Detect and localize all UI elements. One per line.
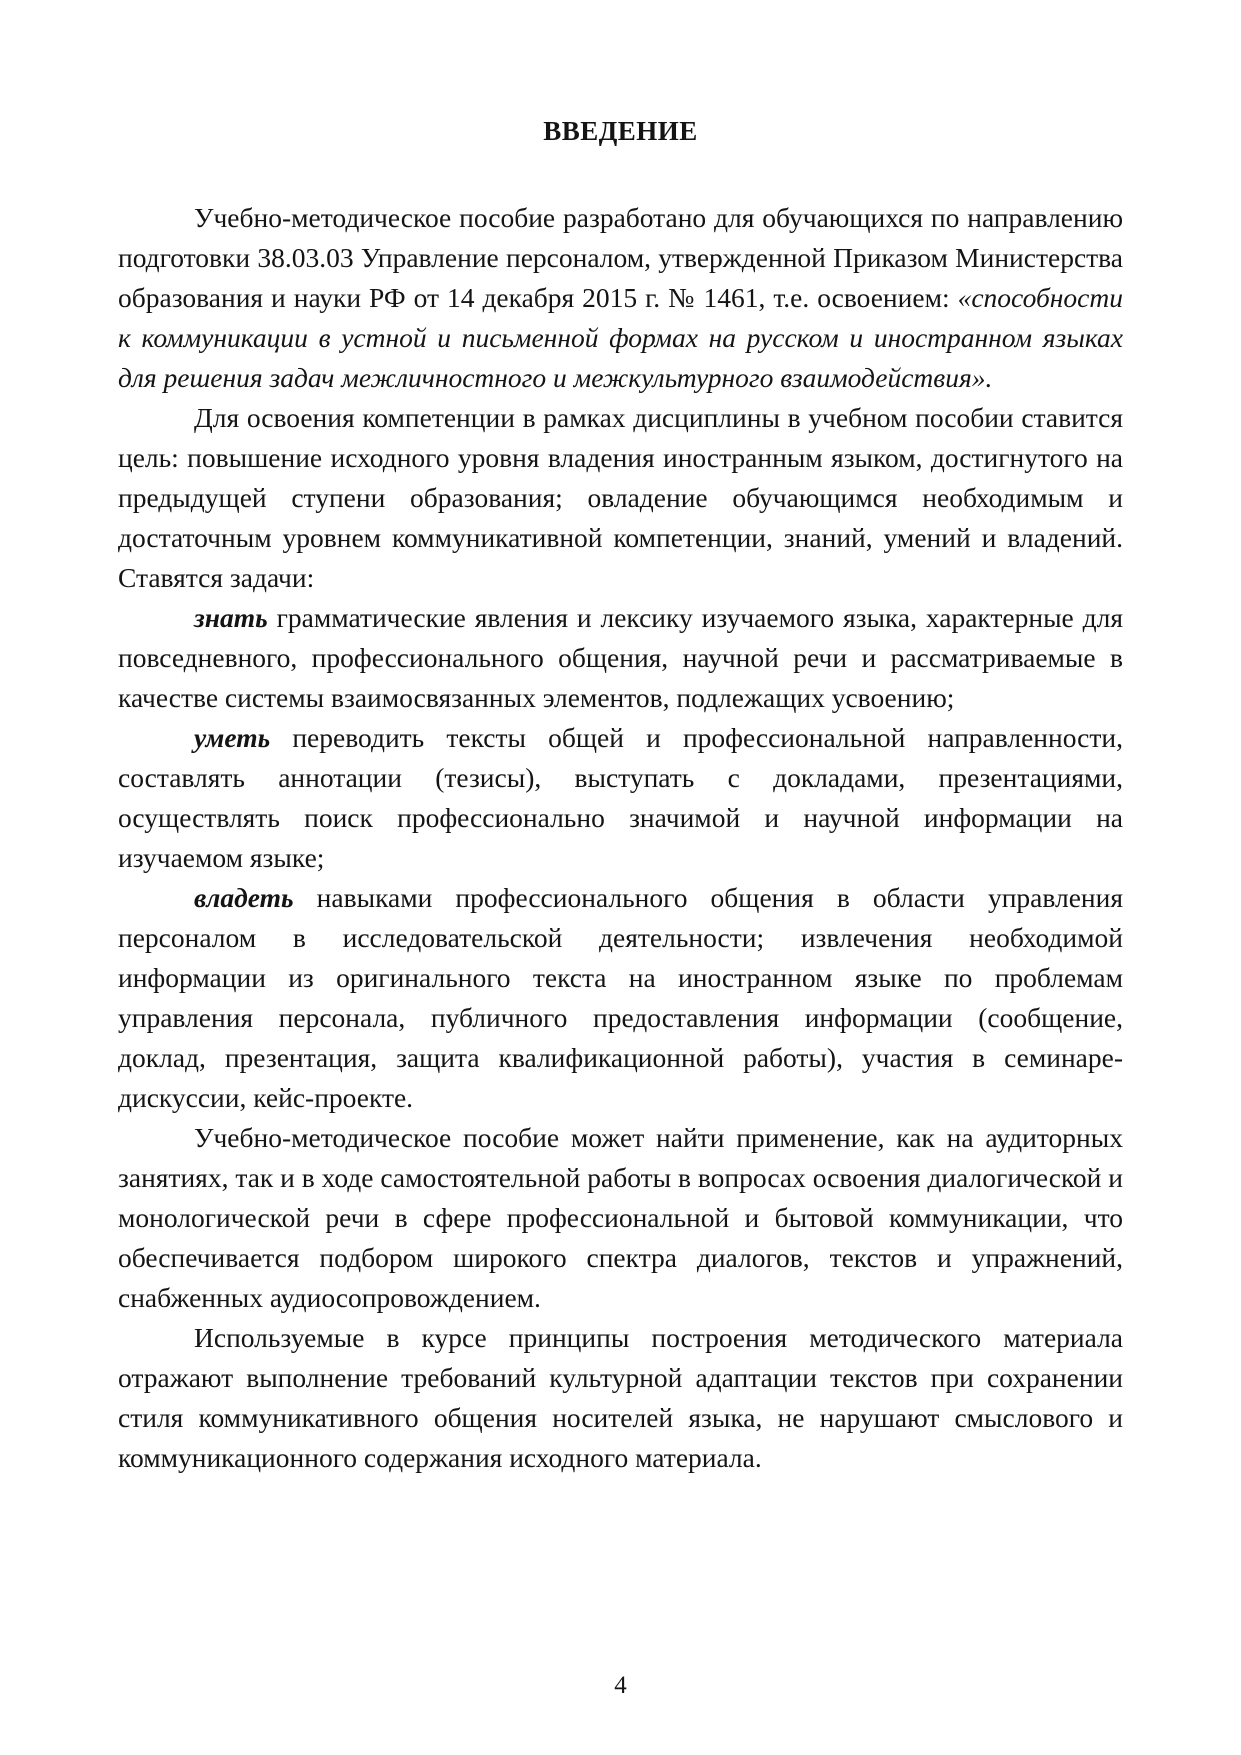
task-know bbox=[118, 598, 1123, 718]
competence-quote: «способности к коммуникации в устной и письменной формах на русском и иностранном языках для решения задач межличностного и межкультурного взаимодействия». bbox=[118, 282, 1123, 393]
task-can bbox=[118, 718, 1123, 878]
task-know-text: грамматические явления и лексику изучаемого языка, характерные для повседневного, профессионального общения, научной речи и рассматриваемые в качестве системы взаимосвязанных элементов, подлежащих усвоению; bbox=[118, 602, 1123, 713]
paragraph-principles: Используемые в курсе принципы построения методического материала отражают выполнение требований культурной адаптации текстов при сохранении стиля коммуникативного общения носителей языка, не нарушают смыслового и коммуникационного содержания исходного материала. bbox=[118, 1322, 1123, 1473]
task-can-text: переводить тексты общей и профессиональной направленности, составлять аннотации (тезисы), выступать с докладами, презентациями, осуществлять поиск профессионально значимой и научной информации на изучаемом языке; bbox=[118, 722, 1123, 873]
task-master-text: навыками профессионального общения в области управления персоналом в исследовательской деятельности; извлечения необходимой информации из оригинального текста на иностранном языке по проблемам управления персонала, публичного предоставления информации (сообщение, доклад, презентация, защита квалификационной работы), участия в семинаре-дискуссии, кейс-проекте. bbox=[118, 882, 1123, 1113]
page-number: 4 bbox=[614, 1672, 627, 1699]
paragraph-goal: Для освоения компетенции в рамках дисциплины в учебном пособии ставится цель: повышение исходного уровня владения иностранным языком, достигнутого на предыдущей ступени образования; овладение обучающимся необходимым и достаточным уровнем коммуникативной компетенции, знаний, умений и владений. Ставятся задачи: bbox=[118, 402, 1123, 593]
task-master bbox=[118, 878, 1123, 1118]
term-master: владеть bbox=[194, 882, 294, 913]
term-can: уметь bbox=[194, 722, 271, 753]
term-know: знать bbox=[194, 602, 268, 633]
page-title: ВВЕДЕНИЕ bbox=[543, 116, 698, 146]
paragraph-application: Учебно-методическое пособие может найти применение, как на аудиторных занятиях, так и в ходе самостоятельной работы в вопросах освоения диалогической и монологической речи в сфере профессиональной и бытовой коммуникации, что обеспечивается подбором широкого спектра диалогов, текстов и упражнений, снабженных аудиосопровождением. bbox=[118, 1122, 1123, 1313]
body-text bbox=[118, 198, 1123, 1478]
paragraph-intro bbox=[118, 198, 1123, 398]
paragraph-intro-text: Учебно-методическое пособие разработано для обучающихся по направлению подготовки 38.03.03 Управление персоналом, утвержденной Приказом Министерства образования и науки РФ от 14 декабря 2015 г. № 1461, т.е. освоением: bbox=[118, 202, 1123, 313]
